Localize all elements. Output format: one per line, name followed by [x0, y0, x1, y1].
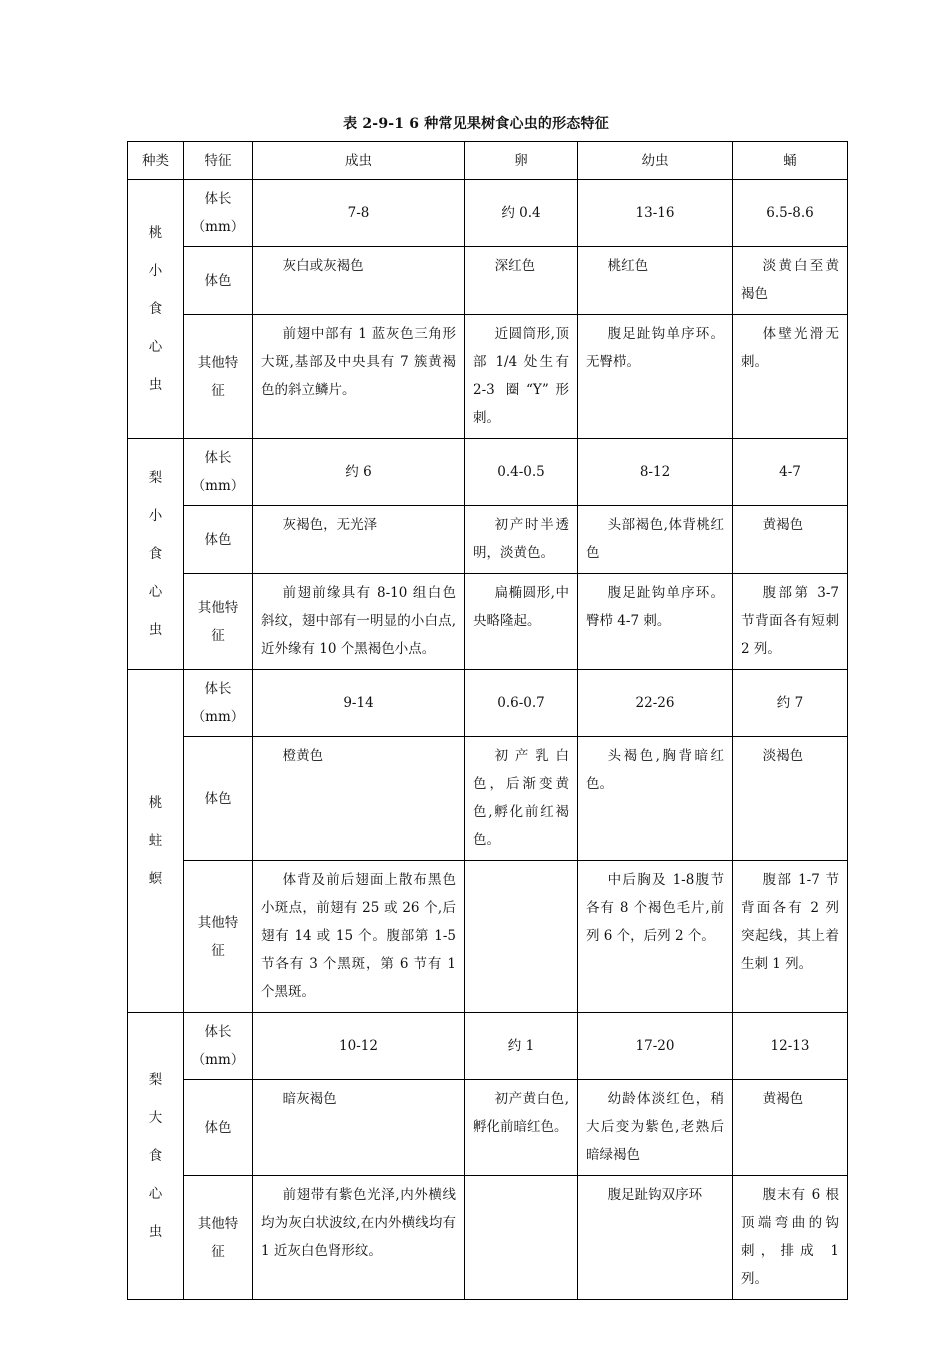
species-cell: 梨 大 食 心 虫	[128, 1013, 184, 1300]
egg-color: 初产乳白色，后渐变黄色,孵化前红褐色。	[465, 737, 578, 861]
table-row	[128, 1080, 848, 1176]
adult-other: 前翅中部有 1 蓝灰色三角形大斑,基部及中央具有 7 簇黄褐色的斜立鳞片。	[253, 315, 465, 439]
feature-other: 其他特 征	[184, 315, 253, 439]
pupa-color: 黄褐色	[733, 1080, 848, 1176]
feature-color: 体色	[184, 506, 253, 574]
header-egg: 卵	[465, 142, 578, 180]
egg-other: 扁椭圆形,中央略隆起。	[465, 574, 578, 670]
pupa-color: 淡褐色	[733, 737, 848, 861]
egg-other	[465, 861, 578, 1013]
feature-length: 体长 （mm）	[184, 439, 253, 506]
table-row	[128, 1013, 848, 1080]
table-row	[128, 574, 848, 670]
table-caption: 表 2-9-1 6 种常见果树食心虫的形态特征	[343, 116, 609, 132]
species-cell: 梨 小 食 心 虫	[128, 439, 184, 670]
table-row	[128, 861, 848, 1013]
egg-other: 近圆筒形,顶部 1/4 处生有 2-3 圈“Y”形刺。	[465, 315, 578, 439]
feature-other: 其他特 征	[184, 1176, 253, 1300]
egg-length: 0.6-0.7	[465, 670, 578, 737]
pupa-other: 腹部 1-7 节背面各有 2 列突起线，其上着生刺 1 列。	[733, 861, 848, 1013]
larva-other: 中后胸及 1-8腹节各有 8 个褐色毛片,前列 6 个，后列 2 个。	[578, 861, 733, 1013]
header-pupa: 蛹	[733, 142, 848, 180]
species-cell: 桃 小 食 心 虫	[128, 180, 184, 439]
table-row	[128, 180, 848, 247]
pupa-other: 腹部第 3-7 节背面各有短刺 2 列。	[733, 574, 848, 670]
larva-color: 桃红色	[578, 247, 733, 315]
adult-other: 前翅前缘具有 8-10 组白色斜纹，翅中部有一明显的小白点,近外缘有 10 个黑褐色小点。	[253, 574, 465, 670]
table-row	[128, 247, 848, 315]
larva-length: 17-20	[578, 1013, 733, 1080]
header-row	[128, 142, 848, 180]
table-row	[128, 1176, 848, 1300]
egg-length: 0.4-0.5	[465, 439, 578, 506]
feature-other: 其他特 征	[184, 574, 253, 670]
larva-length: 13-16	[578, 180, 733, 247]
adult-length: 约 6	[253, 439, 465, 506]
adult-color: 灰白或灰褐色	[253, 247, 465, 315]
egg-length: 约 1	[465, 1013, 578, 1080]
header-feature: 特征	[184, 142, 253, 180]
adult-other: 前翅带有紫色光泽,内外横线均为灰白状波纹,在内外横线均有 1 近灰白色肾形纹。	[253, 1176, 465, 1300]
larva-other: 腹足趾钩双序环	[578, 1176, 733, 1300]
pupa-length: 约 7	[733, 670, 848, 737]
larva-color: 头部褐色,体背桃红色	[578, 506, 733, 574]
feature-length: 体长 （mm）	[184, 1013, 253, 1080]
morphology-table	[127, 141, 848, 1300]
feature-color: 体色	[184, 737, 253, 861]
table-row	[128, 315, 848, 439]
pupa-length: 12-13	[733, 1013, 848, 1080]
feature-other: 其他特 征	[184, 861, 253, 1013]
larva-length: 8-12	[578, 439, 733, 506]
header-larva: 幼虫	[578, 142, 733, 180]
header-species: 种类	[128, 142, 184, 180]
feature-color: 体色	[184, 1080, 253, 1176]
header-adult: 成虫	[253, 142, 465, 180]
feature-color: 体色	[184, 247, 253, 315]
table-row	[128, 670, 848, 737]
adult-other: 体背及前后翅面上散布黑色小斑点，前翅有 25 或 26 个,后翅有 14 或 15 个。腹部第 1-5 节各有 3 个黑斑，第 6 节有 1 个黑斑。	[253, 861, 465, 1013]
table-row	[128, 737, 848, 861]
pupa-other: 体壁光滑无刺。	[733, 315, 848, 439]
larva-color: 头褐色,胸背暗红色。	[578, 737, 733, 861]
larva-color: 幼龄体淡红色，稍大后变为紫色,老熟后暗绿褐色	[578, 1080, 733, 1176]
pupa-length: 4-7	[733, 439, 848, 506]
pupa-color: 淡黄白至黄褐色	[733, 247, 848, 315]
egg-color: 初产时半透明，淡黄色。	[465, 506, 578, 574]
larva-length: 22-26	[578, 670, 733, 737]
adult-color: 橙黄色	[253, 737, 465, 861]
adult-length: 9-14	[253, 670, 465, 737]
table-row	[128, 439, 848, 506]
table-row	[128, 506, 848, 574]
larva-other: 腹足趾钩单序环。臀栉 4-7 刺。	[578, 574, 733, 670]
feature-length: 体长 （mm）	[184, 180, 253, 247]
pupa-color: 黄褐色	[733, 506, 848, 574]
species-cell: 桃 蛀 螟	[128, 670, 184, 1013]
feature-length: 体长 （mm）	[184, 670, 253, 737]
adult-color: 暗灰褐色	[253, 1080, 465, 1176]
egg-color: 初产黄白色,孵化前暗红色。	[465, 1080, 578, 1176]
egg-other	[465, 1176, 578, 1300]
egg-length: 约 0.4	[465, 180, 578, 247]
adult-length: 7-8	[253, 180, 465, 247]
pupa-other: 腹末有 6 根顶端弯曲的钩刺，排成 1 列。	[733, 1176, 848, 1300]
egg-color: 深红色	[465, 247, 578, 315]
adult-length: 10-12	[253, 1013, 465, 1080]
larva-other: 腹足趾钩单序环。无臀栉。	[578, 315, 733, 439]
pupa-length: 6.5-8.6	[733, 180, 848, 247]
adult-color: 灰褐色，无光泽	[253, 506, 465, 574]
